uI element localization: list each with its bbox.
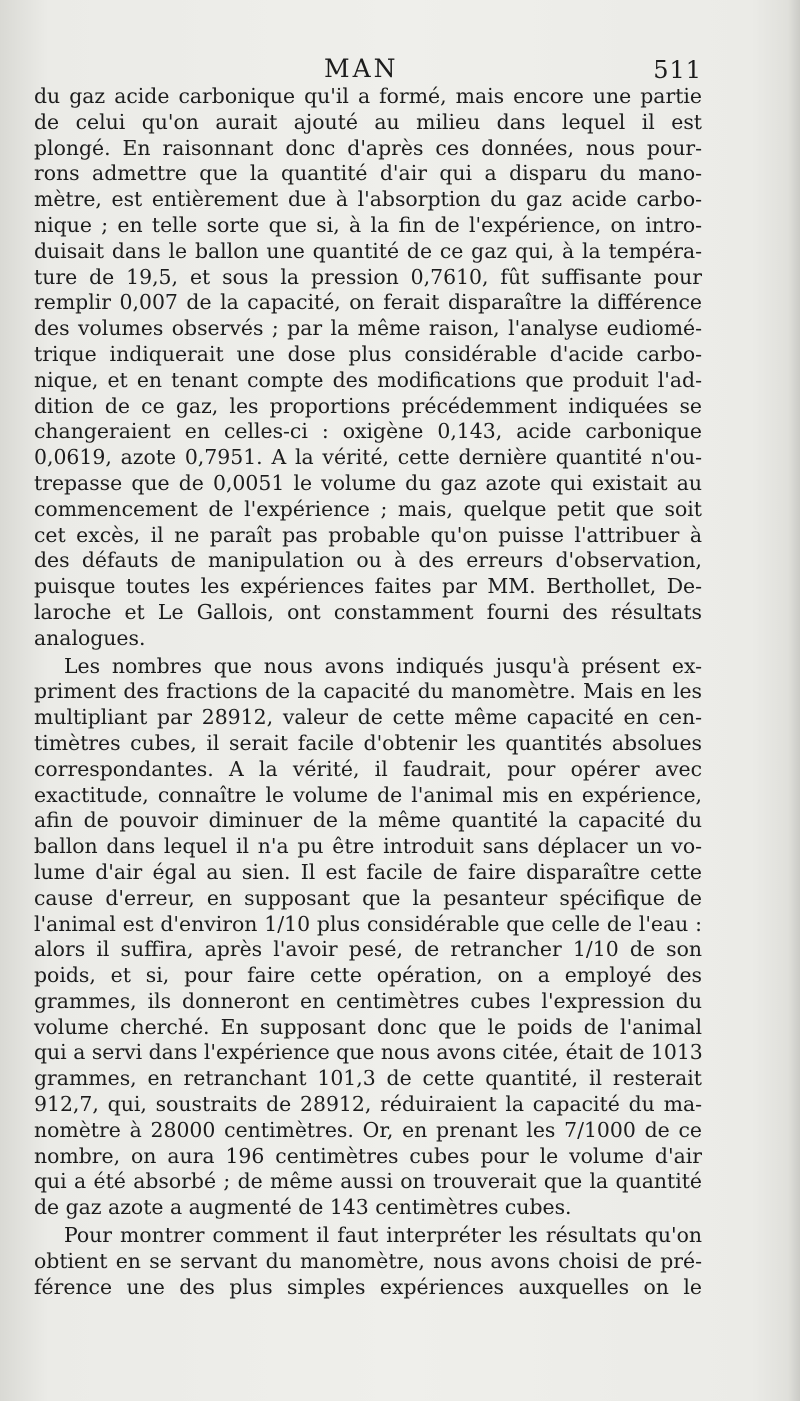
text-line: Pour montrer comment il faut interpréter les résultats qu'on: [64, 1223, 702, 1248]
text-line: 912,7, qui, soustraits de 28912, réduiraient la capacité du ma-: [34, 1092, 702, 1117]
text-line: ballon dans lequel il n'a pu être introduit sans déplacer un vo-: [34, 834, 702, 859]
text-line: lume d'air égal au sien. Il est facile de faire disparaître cette: [34, 859, 702, 884]
page-header: [34, 50, 702, 84]
text-line: nombre, on aura 196 centimètres cubes pour le volume d'air: [34, 1143, 702, 1168]
text-line: poids, et si, pour faire cette opération, on a employé des: [34, 963, 702, 988]
text-line: priment des fractions de la capacité du manomètre. Mais en les: [34, 679, 702, 704]
text-line: grammes, en retranchant 101,3 de cette quantité, il resterait: [34, 1066, 702, 1091]
page-edge-shadow: [788, 0, 800, 1401]
text-line: timètres cubes, il serait facile d'obtenir les quantités absolues: [34, 730, 702, 755]
paragraph-1: [34, 84, 702, 652]
text-line: mètre, est entièrement due à l'absorption du gaz acide carbo-: [34, 187, 702, 212]
text-line: dition de ce gaz, les proportions précédemment indiquées se: [34, 393, 702, 418]
text-line: commencement de l'expérience ; mais, quelque petit que soit: [34, 496, 702, 521]
paragraph-2: [34, 654, 702, 1222]
text-line: nomètre à 28000 centimètres. Or, en prenant les 7/1000 de ce: [34, 1117, 702, 1142]
text-line: du gaz acide carbonique qu'il a formé, mais encore une partie: [34, 84, 702, 108]
page-body: [34, 84, 702, 1300]
text-line: trique indiquerait une dose plus considérable d'acide carbo-: [34, 341, 702, 366]
text-line: remplir 0,007 de la capacité, on ferait disparaître la différence: [34, 290, 702, 315]
text-line: férence une des plus simples expériences auxquelles on le: [34, 1274, 702, 1299]
text-line: correspondantes. A la vérité, il faudrait, pour opérer avec: [34, 756, 702, 781]
text-line: des volumes observés ; par la même raison, l'analyse eudiomé-: [34, 316, 702, 341]
text-line: nique ; en telle sorte que si, à la fin de l'expérience, on intro-: [34, 212, 702, 237]
text-line: changeraient en celles-ci : oxigène 0,143, acide carbonique: [34, 419, 702, 444]
text-line: duisait dans le ballon une quantité de ce gaz qui, à la tempéra-: [34, 238, 702, 263]
text-line: qui a été absorbé ; de même aussi on trouverait que la quantité: [34, 1169, 702, 1194]
text-line: des défauts de manipulation ou à des erreurs d'observation,: [34, 548, 702, 573]
text-line: de gaz azote a augmenté de 143 centimètres cubes.: [34, 1195, 572, 1220]
text-line: cause d'erreur, en supposant que la pesanteur spécifique de: [34, 885, 702, 910]
text-line: grammes, ils donneront en centimètres cubes l'expression du: [34, 988, 702, 1013]
page-number: 511: [653, 56, 702, 84]
text-line: exactitude, connaître le volume de l'animal mis en expérience,: [34, 782, 702, 807]
paragraph-3: [34, 1223, 702, 1300]
text-line: alors il suffira, après l'avoir pesé, de retrancher 1/10 de son: [34, 937, 702, 962]
text-line: de celui qu'on aurait ajouté au milieu dans lequel il est: [34, 109, 702, 134]
text-line: Les nombres que nous avons indiqués jusqu'à présent ex-: [64, 653, 702, 678]
text-line: 0,0619, azote 0,7951. A la vérité, cette dernière quantité n'ou-: [34, 445, 702, 470]
text-line: rons admettre que la quantité d'air qui a disparu du mano-: [34, 161, 702, 186]
text-line: obtient en se servant du manomètre, nous avons choisi de pré-: [34, 1248, 702, 1273]
running-head: MAN: [324, 54, 399, 83]
text-line: ture de 19,5, et sous la pression 0,7610, fût suffisante pour: [34, 264, 702, 289]
text-line: laroche et Le Gallois, ont constamment fourni des résultats: [34, 599, 702, 624]
text-line: volume cherché. En supposant donc que le poids de l'animal: [34, 1014, 702, 1039]
text-line: qui a servi dans l'expérience que nous avons citée, était de 1013: [34, 1040, 703, 1065]
text-line: nique, et en tenant compte des modifications que produit l'ad-: [34, 367, 702, 392]
text-line: puisque toutes les expériences faites par MM. Berthollet, De-: [34, 574, 702, 599]
text-line: afin de pouvoir diminuer de la même quantité la capacité du: [34, 808, 702, 833]
text-line: l'animal est d'environ 1/10 plus considérable que celle de l'eau :: [34, 911, 702, 936]
text-line: analogues.: [34, 625, 146, 650]
text-line: trepasse que de 0,0051 le volume du gaz azote qui existait au: [34, 470, 702, 495]
text-line: plongé. En raisonnant donc d'après ces données, nous pour-: [34, 135, 702, 160]
text-line: cet excès, il ne paraît pas probable qu'on puisse l'attribuer à: [34, 522, 702, 547]
text-line: multipliant par 28912, valeur de cette même capacité en cen-: [34, 705, 702, 730]
